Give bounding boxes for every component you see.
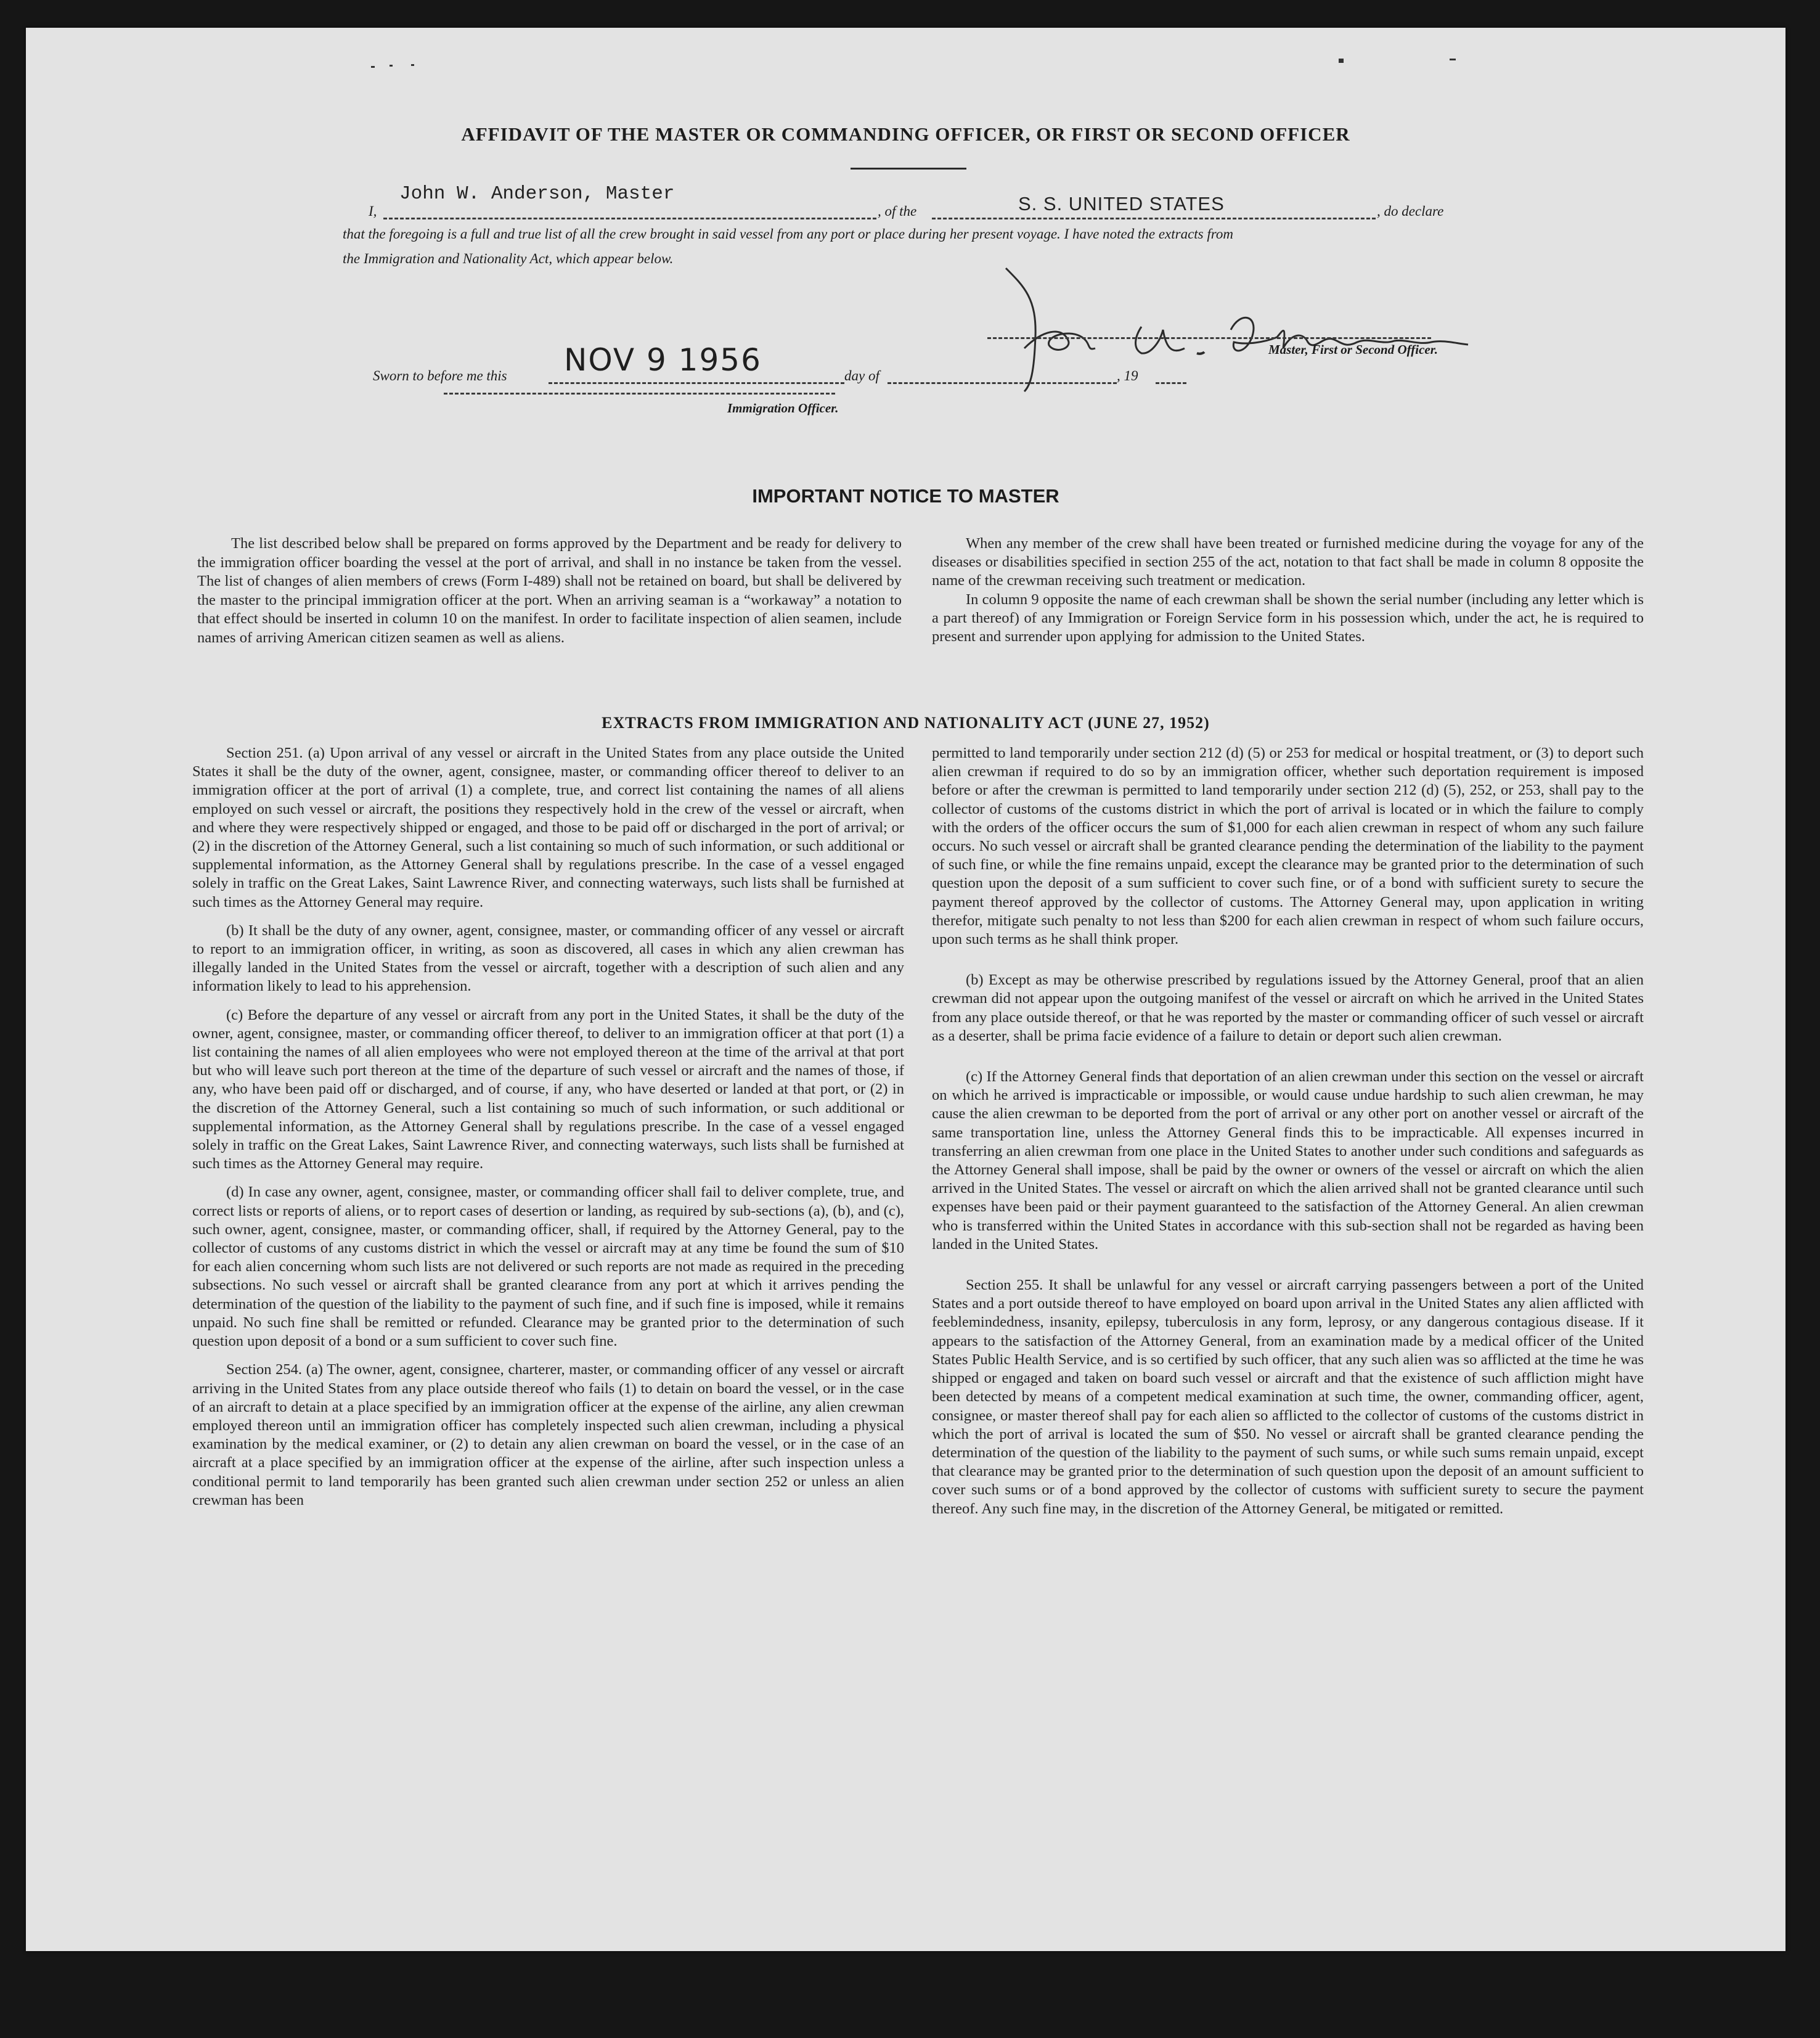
of-the-label: , of the <box>878 203 917 219</box>
declarant-name: John W. Anderson, Master <box>399 183 675 205</box>
scan-speck <box>411 64 414 66</box>
sworn-date-line <box>549 382 844 384</box>
notice-right-paragraph-2: In column 9 opposite the name of each crewman shall be shown the serial number (including any letter which is a part thereof) of any Immigration or Foreign Service form in his possession which, under the act, he is required to present and surrender upon applying for admission to the United States. <box>932 591 1644 645</box>
declarant-line <box>383 218 876 219</box>
section-254-a-continued: permitted to land temporarily under section 212 (d) (5) or 253 for medical or hospital treatment, or (3) to deport such alien crewman if required to do so by an immigration officer, whether such deportation requirement is imposed before or after the crewman is permitted to land temporarily under section 212 (d) (5), 252, or 253, shall pay to the collector of customs of the customs district in which the port of arrival is located or in which the failure to comply with the orders of the officer occurs the sum of $1,000 for each alien crewman in respect of whom any such failure occurs. No such vessel or aircraft shall be granted clearance pending the determination of the liability to the payment of such fine, or while the fine remains unpaid, except the clearance may be granted prior to the determination of such question upon the deposit of a sum sufficient to cover such fine, or of a bond with sufficient surety to secure the payment thereof approved by the collector of customs. The Attorney General may, upon application in writing therefor, mitigate such penalty to not less than $200 for each alien crewman in respect of whom such failure occurs, upon such terms as he shall think proper. <box>932 745 1644 948</box>
sworn-label: Sworn to before me this <box>373 368 507 383</box>
vessel-name: S. S. UNITED STATES <box>1018 193 1225 215</box>
scan-speck <box>390 65 393 67</box>
vessel-line <box>932 218 1376 219</box>
signer-caption: Master, First or Second Officer. <box>1268 342 1438 357</box>
scan-speck <box>371 66 375 68</box>
section-254-a: Section 254. (a) The owner, agent, consignee, charterer, master, or commanding officer of any vessel or aircraft arriving in the United States from any place outside thereof who fails (1) to detain on board the vessel, or in the case of an aircraft to detain at a place specified by an immigration officer at the expense of the airline, any alien crewman employed thereon until an immigration officer has completely inspected such alien crewman, including a physical examination by the medical examiner, or (2) to detain any alien crewman on board the vessel, or in the case of an aircraft at a place specified by an immigration officer at the expense of the airline, after such inspection unless a conditional permit to land temporarily has been granted such alien crewman under section 252 or unless an alien crewman has been <box>192 1361 904 1508</box>
year-label: , 19 <box>1117 368 1138 383</box>
signature-line <box>987 337 1431 339</box>
section-255: Section 255. It shall be unlawful for any vessel or aircraft carrying passengers between a port of the United States and a port outside thereof to have employed on board upon arrival in the United States any alien afflicted with feeblemindedness, insanity, epilepsy, tuberculosis in any form, leprosy, or any dangerous contagious disease. If it appears to the satisfaction of the Attorney General, from an examination made by a medical officer of the United States Public Health Service, and is so certified by such officer, that any such alien was so afflicted at the time he was shipped or engaged and taken on board such vessel or aircraft and that the existence of such affliction might have been detected by means of a competent medical examination at such time, the owner, commanding officer, agent, consignee, or master thereof shall pay for each alien so afflicted to the collector of customs of the customs district in which the port of arrival is located the sum of $50. No vessel or aircraft shall be granted clearance pending the determination of the question of the liability to the payment of such sums, or while such sums remain unpaid, except that clearance may be granted prior to the determination of such question upon the deposit of an amount sufficient to cover such sums or of a bond approved by the collector of customs with sufficient surety to secure the payment thereof. Any such fine may, in the discretion of the Attorney General, be mitigated or remitted. <box>932 1277 1644 1517</box>
statement-line-1: that the foregoing is a full and true list of all the crew brought in said vessel from any port or place during her present voyage. I have noted the extracts from <box>343 226 1233 242</box>
i-label: I, <box>369 203 377 219</box>
extracts-left-column <box>192 744 904 1520</box>
month-line <box>888 382 1117 384</box>
immigration-officer-line <box>444 393 835 395</box>
section-254-b: (b) Except as may be otherwise prescribed by regulations issued by the Attorney General, proof that an alien crewman did not appear upon the outgoing manifest of the vessel or aircraft on which he arrived in the United States from any place outside thereof, or that he was reported by the master or commanding officer of such vessel or aircraft as a deserter, shall be prima facie evidence of a failure to detain or deport such alien crewman. <box>932 972 1644 1044</box>
notice-title: IMPORTANT NOTICE TO MASTER <box>752 485 1059 507</box>
section-251-a: Section 251. (a) Upon arrival of any vessel or aircraft in the United States from any place outside the United States it shall be the duty of the owner, agent, consignee, master, or commanding officer thereof to deliver to an immigration officer at the port of arrival (1) a complete, true, and correct list containing the names of all aliens employed on such vessel or aircraft, the positions they respectively hold in the crew of the vessel or aircraft, when and where they were respectively shipped or engaged, and those to be paid off or discharged in the port of arrival; or (2) in the discretion of the Attorney General, such a list containing so much of such information, or such additional or supplemental information, as the Attorney General shall by regulations prescribe. In the case of a vessel engaged solely in traffic on the Great Lakes, Saint Lawrence River, and connecting waterways, such lists shall be furnished at such times as the Attorney General may require. <box>192 745 904 911</box>
day-of-label: day of <box>844 368 879 383</box>
sworn-date-stamp: NOV 9 1956 <box>564 342 762 378</box>
scan-speck <box>1450 59 1456 60</box>
notice-right-column <box>932 534 1644 646</box>
extracts-right-column <box>932 744 1644 1528</box>
scan-speck <box>1339 59 1344 63</box>
statement-line-2: the Immigration and Nationality Act, which appear below. <box>343 251 674 266</box>
notice-right-paragraph-1: When any member of the crew shall have been treated or furnished medicine during the voyage for any of the diseases or disabilities specified in section 255 of the act, notation to that fact shall be made in column 8 opposite the name of the crewman receiving such treatment or medication. <box>932 535 1644 589</box>
notice-left-paragraph: The list described below shall be prepared on forms approved by the Department and be ready for delivery to the immigration officer boarding the vessel at the port of arrival, and shall in no instance be taken from the vessel. The list of changes of alien members of crews (Form I-489) shall not be retained on board, but shall be delivered by the master to the principal immigration officer at the port. When an arriving seaman is a “workaway” a notation to that effect should be inserted in column 10 on the manifest. In order to facilitate inspection of alien seamen, include names of arriving American citizen seamen as well as aliens. <box>197 535 902 646</box>
affidavit-title: AFFIDAVIT OF THE MASTER OR COMMANDING OFFICER, OR FIRST OR SECOND OFFICER <box>461 123 1350 145</box>
do-declare-label: , do declare <box>1377 203 1444 219</box>
document-page <box>26 28 1785 1951</box>
immigration-officer-caption: Immigration Officer. <box>727 401 839 415</box>
section-254-c: (c) If the Attorney General finds that deportation of an alien crewman under this section on the vessel or aircraft on which he arrived is impracticable or impossible, or would cause undue hardship to such alien crewman, he may cause the alien crewman to be deported from the port of arrival or any other port on another vessel or aircraft of the same transportation line, unless the Attorney General finds this to be impracticable. All expenses incurred in transferring an alien crewman from one place in the United States to another under such conditions and safeguards as the Attorney General shall impose, shall be paid by the owner or owners of the vessel or aircraft on which the alien arrived in the United States. The vessel or aircraft on which the alien arrived shall not be granted clearance until such expenses have been paid or their payment guaranteed to the satisfaction of the Attorney General. An alien crewman who is transferred within the United States in accordance with this sub-section shall not be regarded as having been landed in the United States. <box>932 1068 1644 1253</box>
section-251-c: (c) Before the departure of any vessel or aircraft from any port in the United States, it shall be the duty of the owner, agent, consignee, master, or commanding officer thereof, to deliver to an immigration officer at that port (1) a list containing the names of all alien employees who were not employed thereon at the time of the arrival at that port but who will leave such port thereon at the time of the departure of such vessel or aircraft and the names of those, if any, who have been paid off or discharged, and of course, if any, who have deserted or landed at that port, or (2) in the discretion of the Attorney General, such a list containing so much of such information, or such additional or supplemental information, as the Attorney General shall by regulations prescribe. In the case of a vessel engaged solely in traffic on the Great Lakes, Saint Lawrence River, and connecting waterways, such lists shall be furnished at such times as the Attorney General may require. <box>192 1006 904 1172</box>
section-251-b: (b) It shall be the duty of any owner, agent, consignee, master, or commanding officer of any vessel or aircraft to report to an immigration officer, in writing, as soon as discovered, all cases in which any alien crewman has illegally landed in the United States from the vessel or aircraft, together with a description of such alien and any information likely to lead to his apprehension. <box>192 922 904 995</box>
extracts-title: EXTRACTS FROM IMMIGRATION AND NATIONALITY ACT (JUNE 27, 1952) <box>602 714 1210 732</box>
title-rule <box>851 168 966 170</box>
year-line <box>1156 382 1186 384</box>
section-251-d: (d) In case any owner, agent, consignee, master, or commanding officer shall fail to deliver complete, true, and correct lists or reports of aliens, or to report cases of desertion or landing, as required by sub-sections (a), (b), and (c), such owner, agent, consignee, master, or commanding officer, shall, if required by the Attorney General, pay to the collector of customs of any customs district in which the vessel or aircraft may at any time be found the sum of $10 for each alien concerning whom such lists are not delivered or such reports are not made as required in the preceding subsections. No such vessel or aircraft shall be granted clearance from any port at which it arrives pending the determination of the question of the liability to the payment of such fine, and if such fine is imposed, while it remains unpaid. No such fine shall be remitted or refunded. Clearance may be granted prior to the determination of such question upon deposit of a bond or a sum sufficient to cover such fine. <box>192 1184 904 1350</box>
